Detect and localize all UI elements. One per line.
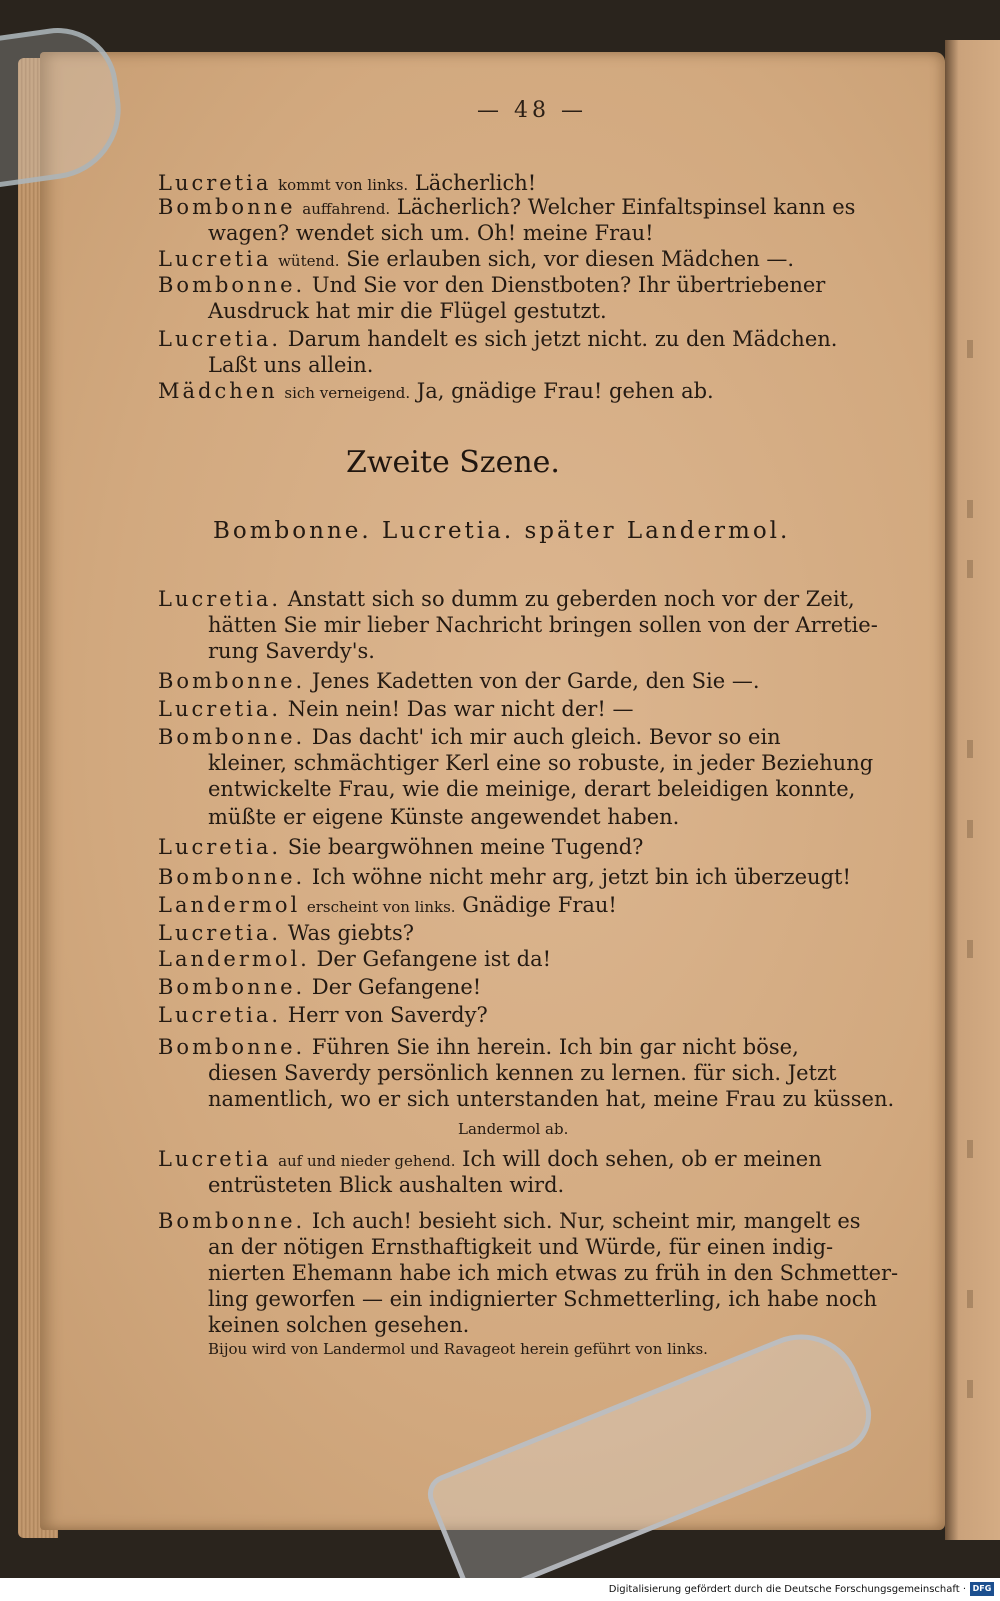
dialogue-text: Gnädige Frau!	[462, 893, 617, 917]
dialogue-text: Der Gefangene ist da!	[316, 947, 552, 971]
stage-direction-exit: Landermol ab.	[458, 1120, 569, 1138]
dialogue-line	[208, 298, 607, 324]
speaker-name: Bombonne.	[158, 1035, 306, 1059]
dialogue-text: Laßt uns allein.	[208, 353, 374, 377]
speaker-name: Bombonne.	[158, 273, 306, 297]
dialogue-text: Lächerlich? Welcher Einfaltspinsel kann es	[396, 195, 856, 219]
dialogue-line	[208, 1286, 877, 1312]
dialogue-line	[158, 1208, 861, 1234]
speaker-name: Bombonne.	[158, 975, 306, 999]
dialogue-text: Sie erlauben sich, vor diesen Mädchen —.	[346, 247, 795, 271]
cast-line: Bombonne. Lucretia. später Landermol.	[213, 518, 791, 544]
dialogue-line	[158, 974, 481, 1000]
dialogue-line	[158, 326, 837, 352]
dialogue-line	[158, 834, 643, 860]
bleed-through-mark	[967, 740, 973, 758]
dialogue-text: Ich auch! besieht sich. Nur, scheint mir, mangelt es	[311, 1209, 861, 1233]
dialogue-line	[158, 1002, 488, 1028]
dialogue-text: Ich wöhne nicht mehr arg, jetzt bin ich überzeugt!	[311, 865, 851, 889]
dialogue-text: müßte er eigene Künste angewendet haben.	[208, 805, 680, 829]
dialogue-text: an der nötigen Ernsthaftigkeit und Würde, für einen indig-	[208, 1235, 834, 1259]
dialogue-line	[158, 272, 825, 298]
dialogue-text: Herr von Saverdy?	[287, 1003, 488, 1027]
speaker-name: Lucretia.	[158, 1003, 282, 1027]
dialogue-text: Der Gefangene!	[311, 975, 482, 999]
speaker-name: Lucretia.	[158, 327, 282, 351]
dfg-logo: DFG	[970, 1582, 994, 1596]
speaker-name: Bombonne.	[158, 865, 306, 889]
dialogue-text: Jenes Kadetten von der Garde, den Sie —.	[311, 669, 760, 693]
speaker-name: Lucretia.	[158, 835, 282, 859]
dialogue-line	[158, 246, 794, 274]
dialogue-text: Führen Sie ihn herein. Ich bin gar nicht böse,	[311, 1035, 799, 1059]
dialogue-text: Ja, gnädige Frau! gehen ab.	[416, 379, 714, 403]
bleed-through-mark	[967, 940, 973, 958]
dialogue-text: nierten Ehemann habe ich mich etwas zu früh in den Schmetter-	[208, 1261, 899, 1285]
speaker-name: Lucretia.	[158, 697, 282, 721]
dialogue-line	[208, 1234, 833, 1260]
dialogue-text: hätten Sie mir lieber Nachricht bringen sollen von der Arretie-	[208, 613, 878, 637]
speaker-name: Bombonne.	[158, 669, 306, 693]
speaker-name: Bombonne.	[158, 725, 306, 749]
dialogue-line	[158, 1146, 822, 1174]
dialogue-text: Anstatt sich so dumm zu geberden noch vor der Zeit,	[287, 587, 855, 611]
dialogue-text: rung Saverdy's.	[208, 639, 375, 663]
dialogue-text: Und Sie vor den Dienstboten? Ihr übertriebener	[311, 273, 826, 297]
dialogue-text: keinen solchen gesehen.	[208, 1313, 470, 1337]
dialogue-text: kleiner, schmächtiger Kerl eine so robuste, in jeder Beziehung	[208, 751, 874, 775]
dialogue-line	[158, 946, 551, 972]
dialogue-text: ling geworfen — ein indignierter Schmetterling, ich habe noch	[208, 1287, 877, 1311]
bleed-through-mark	[967, 500, 973, 518]
dialogue-line	[208, 804, 679, 830]
bleed-through-mark	[967, 340, 973, 358]
dialogue-line	[158, 378, 714, 406]
dialogue-text: wagen? wendet sich um. Oh! meine Frau!	[208, 221, 654, 245]
speaker-name: Lucretia	[158, 247, 272, 271]
dialogue-line	[208, 220, 654, 246]
stage-direction: auf und nieder gehend.	[278, 1152, 456, 1170]
dialogue-text: entrüsteten Blick aushalten wird.	[208, 1173, 565, 1197]
bleed-through-mark	[967, 1140, 973, 1158]
dialogue-text: Nein nein! Das war nicht der! —	[287, 697, 634, 721]
dialogue-text: Lächerlich!	[414, 171, 537, 195]
dialogue-text: entwickelte Frau, wie die meinige, derart beleidigen konnte,	[208, 777, 856, 801]
speaker-name: Lucretia	[158, 171, 272, 195]
dialogue-line	[158, 864, 851, 890]
dialogue-line	[208, 612, 878, 638]
speaker-name: Lucretia	[158, 1147, 272, 1171]
page-number: — 48 —	[477, 98, 587, 123]
speaker-name: Landermol	[158, 893, 301, 917]
stage-direction: erscheint von links.	[306, 898, 456, 916]
speaker-name: Bombonne.	[158, 1209, 306, 1233]
scene-heading: Zweite Szene.	[346, 445, 560, 480]
dialogue-text: Sie beargwöhnen meine Tugend?	[287, 835, 644, 859]
footer-credit: Digitalisierung gefördert durch die Deutsche Forschungsgemeinschaft ·	[0, 1578, 1000, 1601]
dialogue-line	[158, 696, 633, 722]
next-page-edge	[945, 40, 1000, 1540]
speaker-name: Lucretia.	[158, 587, 282, 611]
bleed-through-mark	[967, 1380, 973, 1398]
dialogue-line	[158, 724, 781, 750]
speaker-name: Lucretia.	[158, 921, 282, 945]
speaker-name: Bombonne	[158, 195, 296, 219]
dialogue-line	[158, 586, 855, 612]
dialogue-text: Was giebts?	[287, 921, 414, 945]
stage-direction: sich verneigend.	[284, 384, 411, 402]
dialogue-line	[208, 750, 873, 776]
dialogue-text: namentlich, wo er sich unterstanden hat, meine Frau zu küssen.	[208, 1087, 895, 1111]
dialogue-text: diesen Saverdy persönlich kennen zu lernen. für sich. Jetzt	[208, 1061, 837, 1085]
stage-direction: wütend.	[278, 252, 340, 270]
dialogue-line	[208, 1260, 898, 1286]
dialogue-line	[158, 194, 855, 222]
stage-direction: auffahrend.	[302, 200, 391, 218]
dialogue-line	[208, 638, 375, 664]
bleed-through-mark	[967, 560, 973, 578]
dialogue-text: Das dacht' ich mir auch gleich. Bevor so ein	[311, 725, 781, 749]
dialogue-line	[208, 352, 373, 378]
bleed-through-mark	[967, 1290, 973, 1308]
stage-direction: kommt von links.	[278, 176, 409, 194]
dialogue-text: Ausdruck hat mir die Flügel gestutzt.	[208, 299, 607, 323]
stage-direction-entrance: Bijou wird von Landermol und Ravageot herein geführt von links.	[208, 1340, 708, 1358]
dialogue-text: Darum handelt es sich jetzt nicht. zu den Mädchen.	[287, 327, 838, 351]
dialogue-line	[208, 1312, 469, 1338]
speaker-name: Mädchen	[158, 379, 278, 403]
dialogue-line	[158, 892, 617, 920]
dialogue-line	[208, 1086, 894, 1112]
dialogue-line	[208, 776, 855, 802]
dialogue-line	[158, 920, 414, 946]
dialogue-line	[158, 1034, 799, 1060]
dialogue-line	[208, 1172, 564, 1198]
dialogue-text: Ich will doch sehen, ob er meinen	[462, 1147, 822, 1171]
bleed-through-mark	[967, 820, 973, 838]
speaker-name: Landermol.	[158, 947, 310, 971]
dialogue-line	[158, 668, 760, 694]
dialogue-line	[208, 1060, 837, 1086]
